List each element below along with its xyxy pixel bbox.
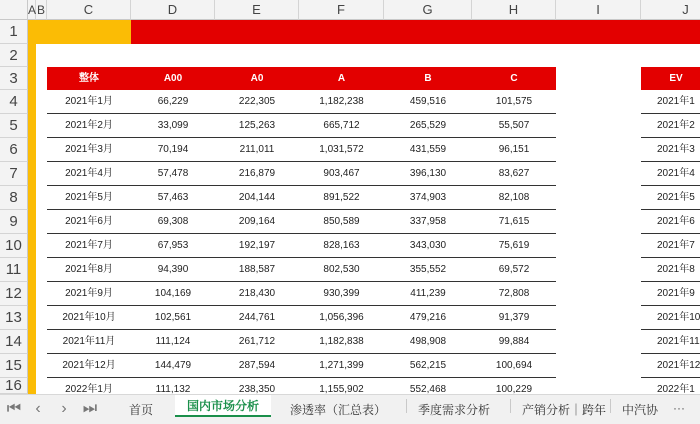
table-cell[interactable]: 238,350 bbox=[238, 384, 276, 394]
table-cell[interactable]: 355,552 bbox=[384, 258, 472, 282]
table-header-cell[interactable]: A bbox=[299, 67, 384, 90]
table-cell[interactable]: 69,572 bbox=[472, 258, 556, 282]
ev-row-label[interactable]: 2021年12 bbox=[641, 354, 700, 378]
table-cell[interactable]: 70,194 bbox=[131, 138, 215, 162]
row-header[interactable]: 10 bbox=[0, 234, 28, 258]
table-cell[interactable]: 665,712 bbox=[299, 114, 384, 138]
row-header[interactable]: 11 bbox=[0, 258, 28, 282]
row-header[interactable]: 9 bbox=[0, 210, 28, 234]
row-header[interactable]: 4 bbox=[0, 90, 28, 114]
table-cell[interactable]: 55,507 bbox=[472, 114, 556, 138]
table-cell[interactable]: 75,619 bbox=[472, 234, 556, 258]
table-cell[interactable]: 2021年12月 bbox=[47, 354, 131, 378]
table-cell[interactable]: 71,615 bbox=[472, 210, 556, 234]
table-cell[interactable]: 2021年3月 bbox=[47, 138, 131, 162]
table-cell[interactable]: 2021年5月 bbox=[47, 186, 131, 210]
row-header[interactable]: 3 bbox=[0, 67, 28, 90]
table-cell[interactable]: 99,884 bbox=[472, 330, 556, 354]
table-cell[interactable]: 2021年7月 bbox=[47, 234, 131, 258]
table-cell[interactable]: 1,056,396 bbox=[299, 306, 384, 330]
tab-separator bbox=[510, 399, 511, 413]
table-cell[interactable]: 244,761 bbox=[215, 306, 299, 330]
table-cell[interactable]: 2021年2月 bbox=[47, 114, 131, 138]
tab-separator bbox=[610, 399, 611, 413]
table-cell[interactable]: 2021年9月 bbox=[47, 282, 131, 306]
table-cell[interactable]: 101,575 bbox=[472, 90, 556, 114]
table-cell[interactable]: 72,808 bbox=[472, 282, 556, 306]
row-header[interactable]: 13 bbox=[0, 306, 28, 330]
table-cell[interactable]: 930,399 bbox=[299, 282, 384, 306]
table-cell[interactable]: 102,561 bbox=[131, 306, 215, 330]
table-cell[interactable]: 562,215 bbox=[384, 354, 472, 378]
sheet-tab-bar bbox=[0, 394, 700, 424]
table-cell[interactable]: 69,308 bbox=[131, 210, 215, 234]
table-cell[interactable]: 479,216 bbox=[384, 306, 472, 330]
table-cell[interactable]: 216,879 bbox=[215, 162, 299, 186]
column-header-j[interactable]: J bbox=[641, 0, 700, 20]
sheet-tab[interactable]: 首页 bbox=[129, 403, 154, 417]
row-header[interactable]: 1 bbox=[0, 20, 28, 44]
more-sheets-button[interactable]: ··· bbox=[673, 401, 685, 415]
table-cell[interactable]: 802,530 bbox=[299, 258, 384, 282]
row-header[interactable]: 7 bbox=[0, 162, 28, 186]
next-sheet-button[interactable]: › bbox=[61, 400, 67, 417]
ev-row-label[interactable]: 2022年1 bbox=[657, 384, 695, 394]
table-cell[interactable]: 1,155,902 bbox=[319, 384, 364, 394]
ev-row-label[interactable]: 2021年3 bbox=[641, 138, 700, 162]
table-cell[interactable]: 222,305 bbox=[215, 90, 299, 114]
table-cell[interactable]: 125,263 bbox=[215, 114, 299, 138]
table-cell[interactable]: 96,151 bbox=[472, 138, 556, 162]
table-cell[interactable]: 459,516 bbox=[384, 90, 472, 114]
table-cell[interactable]: 211,011 bbox=[215, 138, 299, 162]
row-header[interactable]: 5 bbox=[0, 114, 28, 138]
tab-separator bbox=[406, 399, 407, 413]
table-cell[interactable]: 1,182,838 bbox=[299, 330, 384, 354]
table-cell[interactable]: 218,430 bbox=[215, 282, 299, 306]
column-header-g[interactable]: G bbox=[384, 0, 472, 20]
sheet-tab[interactable]: 中汽协 bbox=[622, 403, 659, 417]
table-cell[interactable]: 2021年11月 bbox=[47, 330, 131, 354]
table-cell[interactable]: 343,030 bbox=[384, 234, 472, 258]
table-cell[interactable]: 374,903 bbox=[384, 186, 472, 210]
table-cell[interactable]: 188,587 bbox=[215, 258, 299, 282]
row-header[interactable]: 16 bbox=[0, 378, 28, 394]
table-cell[interactable]: 552,468 bbox=[409, 384, 447, 394]
table-cell[interactable]: 2021年1月 bbox=[47, 90, 131, 114]
table-cell[interactable]: 57,478 bbox=[131, 162, 215, 186]
sheet-tab[interactable]: 国内市场分析 bbox=[175, 395, 271, 417]
ev-row-label[interactable]: 2021年2 bbox=[641, 114, 700, 138]
table-cell[interactable]: 209,164 bbox=[215, 210, 299, 234]
table-cell[interactable]: 1,031,572 bbox=[299, 138, 384, 162]
table-cell[interactable]: 265,529 bbox=[384, 114, 472, 138]
table-header-cell[interactable]: A00 bbox=[131, 67, 215, 90]
ev-row-label[interactable]: 2021年10 bbox=[641, 306, 700, 330]
table-cell[interactable]: 828,163 bbox=[299, 234, 384, 258]
table-cell[interactable]: 57,463 bbox=[131, 186, 215, 210]
table-header-cell[interactable]: C bbox=[472, 67, 556, 90]
table-cell[interactable]: 100,229 bbox=[495, 384, 533, 394]
ev-row-label[interactable]: 2021年5 bbox=[641, 186, 700, 210]
table-cell[interactable]: 2021年6月 bbox=[47, 210, 131, 234]
table-cell[interactable]: 431,559 bbox=[384, 138, 472, 162]
column-header-a[interactable]: A bbox=[28, 0, 36, 20]
table-cell[interactable]: 411,239 bbox=[384, 282, 472, 306]
table-cell[interactable]: 2021年10月 bbox=[47, 306, 131, 330]
table-cell[interactable]: 498,908 bbox=[384, 330, 472, 354]
ev-row-label[interactable]: 2021年4 bbox=[641, 162, 700, 186]
table-header-cell[interactable]: 整体 bbox=[47, 67, 131, 90]
table-cell[interactable]: 396,130 bbox=[384, 162, 472, 186]
table-cell[interactable]: 261,712 bbox=[215, 330, 299, 354]
table-cell[interactable]: 1,271,399 bbox=[299, 354, 384, 378]
ev-row-label[interactable]: 2021年8 bbox=[641, 258, 700, 282]
table-cell[interactable]: 67,953 bbox=[131, 234, 215, 258]
table-cell[interactable]: 2021年8月 bbox=[47, 258, 131, 282]
table-header-cell[interactable]: A0 bbox=[215, 67, 299, 90]
table-cell[interactable]: 66,229 bbox=[131, 90, 215, 114]
yellow-banner bbox=[28, 20, 131, 44]
row-header[interactable]: 14 bbox=[0, 330, 28, 354]
table-cell[interactable]: 337,958 bbox=[384, 210, 472, 234]
last-sheet-button[interactable]: ⏭ bbox=[82, 400, 98, 417]
column-header-b[interactable]: B bbox=[36, 0, 47, 20]
table-cell[interactable]: 850,589 bbox=[299, 210, 384, 234]
table-cell[interactable]: 111,132 bbox=[155, 384, 191, 394]
table-cell[interactable]: 111,124 bbox=[131, 330, 215, 354]
ev-row-label[interactable]: 2021年1 bbox=[641, 90, 700, 114]
first-sheet-button[interactable]: ⏮ bbox=[6, 400, 22, 417]
row-header[interactable]: 15 bbox=[0, 354, 28, 378]
table-cell[interactable]: 104,169 bbox=[131, 282, 215, 306]
table-cell[interactable]: 83,627 bbox=[472, 162, 556, 186]
column-header-e[interactable]: E bbox=[215, 0, 299, 20]
ev-header-cell[interactable]: EV bbox=[641, 67, 700, 90]
column-header-c[interactable]: C bbox=[47, 0, 131, 20]
table-header-cell[interactable]: B bbox=[384, 67, 472, 90]
table-cell[interactable]: 94,390 bbox=[131, 258, 215, 282]
table-cell[interactable]: 33,099 bbox=[131, 114, 215, 138]
table-cell[interactable]: 903,467 bbox=[299, 162, 384, 186]
row-header[interactable]: 6 bbox=[0, 138, 28, 162]
prev-sheet-button[interactable]: ‹ bbox=[35, 400, 41, 417]
ev-row-label[interactable]: 2021年9 bbox=[641, 282, 700, 306]
ev-row-label[interactable]: 2021年7 bbox=[641, 234, 700, 258]
column-header-i[interactable]: I bbox=[556, 0, 641, 20]
ev-row-label[interactable]: 2021年6 bbox=[641, 210, 700, 234]
column-header-h[interactable]: H bbox=[472, 0, 556, 20]
table-cell[interactable]: 1,182,238 bbox=[299, 90, 384, 114]
table-cell[interactable]: 100,694 bbox=[472, 354, 556, 378]
table-cell[interactable]: 144,479 bbox=[131, 354, 215, 378]
table-cell[interactable]: 891,522 bbox=[299, 186, 384, 210]
row-header[interactable]: 12 bbox=[0, 282, 28, 306]
red-banner bbox=[131, 20, 700, 44]
table-cell[interactable]: 2022年1月 bbox=[65, 384, 113, 394]
row-header[interactable]: 2 bbox=[0, 44, 28, 67]
table-cell[interactable]: 204,144 bbox=[215, 186, 299, 210]
select-all-corner[interactable] bbox=[0, 0, 28, 20]
sheet-tab[interactable]: 产销分析｜跨年 bbox=[522, 403, 607, 417]
table-cell[interactable]: 2021年4月 bbox=[47, 162, 131, 186]
table-cell[interactable]: 91,379 bbox=[472, 306, 556, 330]
ev-row-label[interactable]: 2021年11 bbox=[641, 330, 700, 354]
sheet-tab[interactable]: 渗透率（汇总表） bbox=[290, 403, 387, 417]
column-header-f[interactable]: F bbox=[299, 0, 384, 20]
yellow-side-stripe bbox=[28, 44, 36, 394]
column-header-d[interactable]: D bbox=[131, 0, 215, 20]
sheet-tab[interactable]: 季度需求分析 bbox=[418, 403, 491, 417]
table-cell[interactable]: 192,197 bbox=[215, 234, 299, 258]
table-cell[interactable]: 82,108 bbox=[472, 186, 556, 210]
row-header[interactable]: 8 bbox=[0, 186, 28, 210]
table-cell[interactable]: 287,594 bbox=[215, 354, 299, 378]
